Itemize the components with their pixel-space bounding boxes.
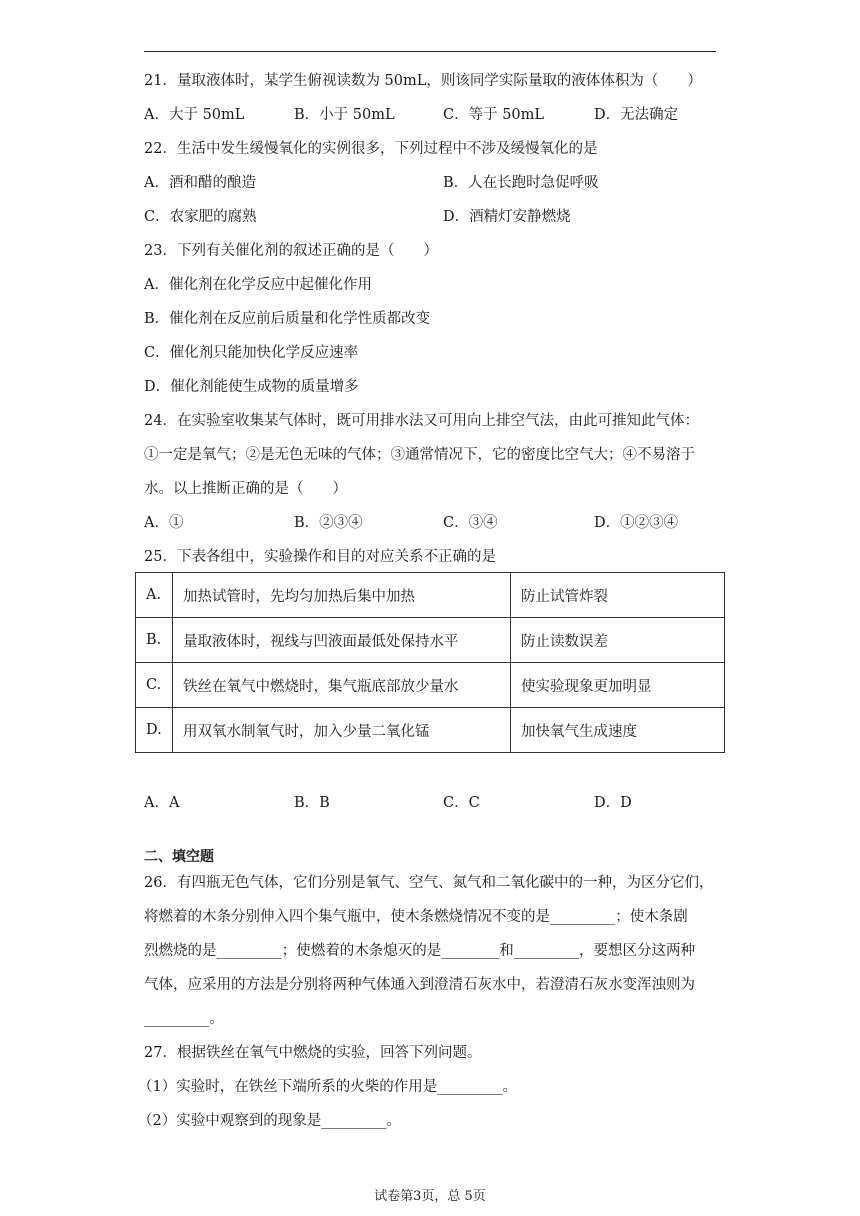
row-purpose: 使实验现象更加明显 (511, 663, 725, 708)
q25-option-b: B．B (294, 795, 330, 811)
q22-option-c: C．农家肥的腐熟 (144, 209, 257, 225)
row-letter: B. (136, 618, 173, 663)
q22-option-b: B．人在长跑时急促呼吸 (443, 175, 599, 191)
q26-line-3: 烈燃烧的是_________；使燃着的木条熄灭的是________和_________，要想区分这两种 (144, 943, 695, 959)
q25-option-c: C．C (443, 795, 480, 811)
row-purpose: 防止试管炸裂 (511, 573, 725, 618)
q23-option-b: B．催化剂在反应前后质量和化学性质都改变 (144, 311, 431, 327)
row-purpose: 加快氧气生成速度 (511, 708, 725, 753)
header-rule (144, 51, 716, 52)
q22-option-a: A．酒和醋的酿造 (144, 175, 256, 191)
q27-part-2: （2）实验中观察到的现象是_________。 (138, 1113, 401, 1129)
q24-option-b: B．②③④ (294, 515, 363, 531)
table-row (136, 663, 725, 708)
q24-option-d: D．①②③④ (594, 515, 679, 531)
q26-line-5: _________。 (144, 1011, 224, 1027)
q27-part-1: （1）实验时，在铁丝下端所系的火柴的作用是_________。 (138, 1079, 517, 1095)
table-row (136, 618, 725, 663)
section-title: 二、填空题 (144, 849, 214, 865)
q25-table (135, 572, 725, 753)
row-letter: C. (136, 663, 173, 708)
q22-stem: 22．生活中发生缓慢氧化的实例很多，下列过程中不涉及缓慢氧化的是 (144, 141, 598, 157)
row-letter: D. (136, 708, 173, 753)
q23-option-c: C．催化剂只能加快化学反应速率 (144, 345, 359, 361)
row-operation: 量取液体时，视线与凹液面最低处保持水平 (173, 618, 511, 663)
q22-option-d: D．酒精灯安静燃烧 (443, 209, 571, 225)
row-purpose: 防止读数误差 (511, 618, 725, 663)
q21-stem: 21．量取液体时，某学生俯视读数为 50mL，则该同学实际量取的液体体积为（ ） (144, 73, 702, 89)
q25-option-d: D．D (594, 795, 632, 811)
row-operation: 用双氧水制氧气时，加入少量二氧化锰 (173, 708, 511, 753)
table-row (136, 573, 725, 618)
q23-option-a: A．催化剂在化学反应中起催化作用 (144, 277, 372, 293)
row-letter: A. (136, 573, 173, 618)
q21-option-c: C．等于 50mL (443, 107, 545, 123)
q21-option-a: A．大于 50mL (144, 107, 245, 123)
row-operation: 铁丝在氧气中燃烧时，集气瓶底部放少量水 (173, 663, 511, 708)
q26-line-1: 26．有四瓶无色气体，它们分别是氧气、空气、氮气和二氧化碳中的一种，为区分它们， (144, 875, 714, 891)
q24-stem-line-2: ①一定是氧气；②是无色无味的气体；③通常情况下，它的密度比空气大；④不易溶于 (144, 447, 695, 463)
q24-stem-line-3: 水。以上推断正确的是（ ） (144, 481, 347, 497)
q24-stem-line-1: 24．在实验室收集某气体时，既可用排水法又可用向上排空气法，由此可推知此气体： (144, 413, 699, 429)
q26-line-2: 将燃着的木条分别伸入四个集气瓶中，使木条燃烧情况不变的是_________；使木条剧 (144, 909, 688, 925)
q23-option-d: D．催化剂能使生成物的质量增多 (144, 379, 359, 395)
q26-line-4: 气体，应采用的方法是分别将两种气体通入到澄清石灰水中，若澄清石灰水变浑浊则为 (144, 977, 695, 993)
table-row (136, 708, 725, 753)
q21-option-d: D．无法确定 (594, 107, 679, 123)
q24-option-c: C．③④ (443, 515, 498, 531)
row-operation: 加热试管时，先均匀加热后集中加热 (173, 573, 511, 618)
page-footer: 试卷第3页，总 5页 (374, 1189, 486, 1204)
q21-option-b: B．小于 50mL (294, 107, 395, 123)
q25-stem: 25．下表各组中，实验操作和目的对应关系不正确的是 (144, 549, 496, 565)
q24-option-a: A．① (144, 515, 184, 531)
q23-stem: 23．下列有关催化剂的叙述正确的是（ ） (144, 243, 438, 259)
q25-option-a: A．A (144, 795, 180, 811)
q27-stem: 27．根据铁丝在氧气中燃烧的实验，回答下列问题。 (144, 1045, 482, 1061)
